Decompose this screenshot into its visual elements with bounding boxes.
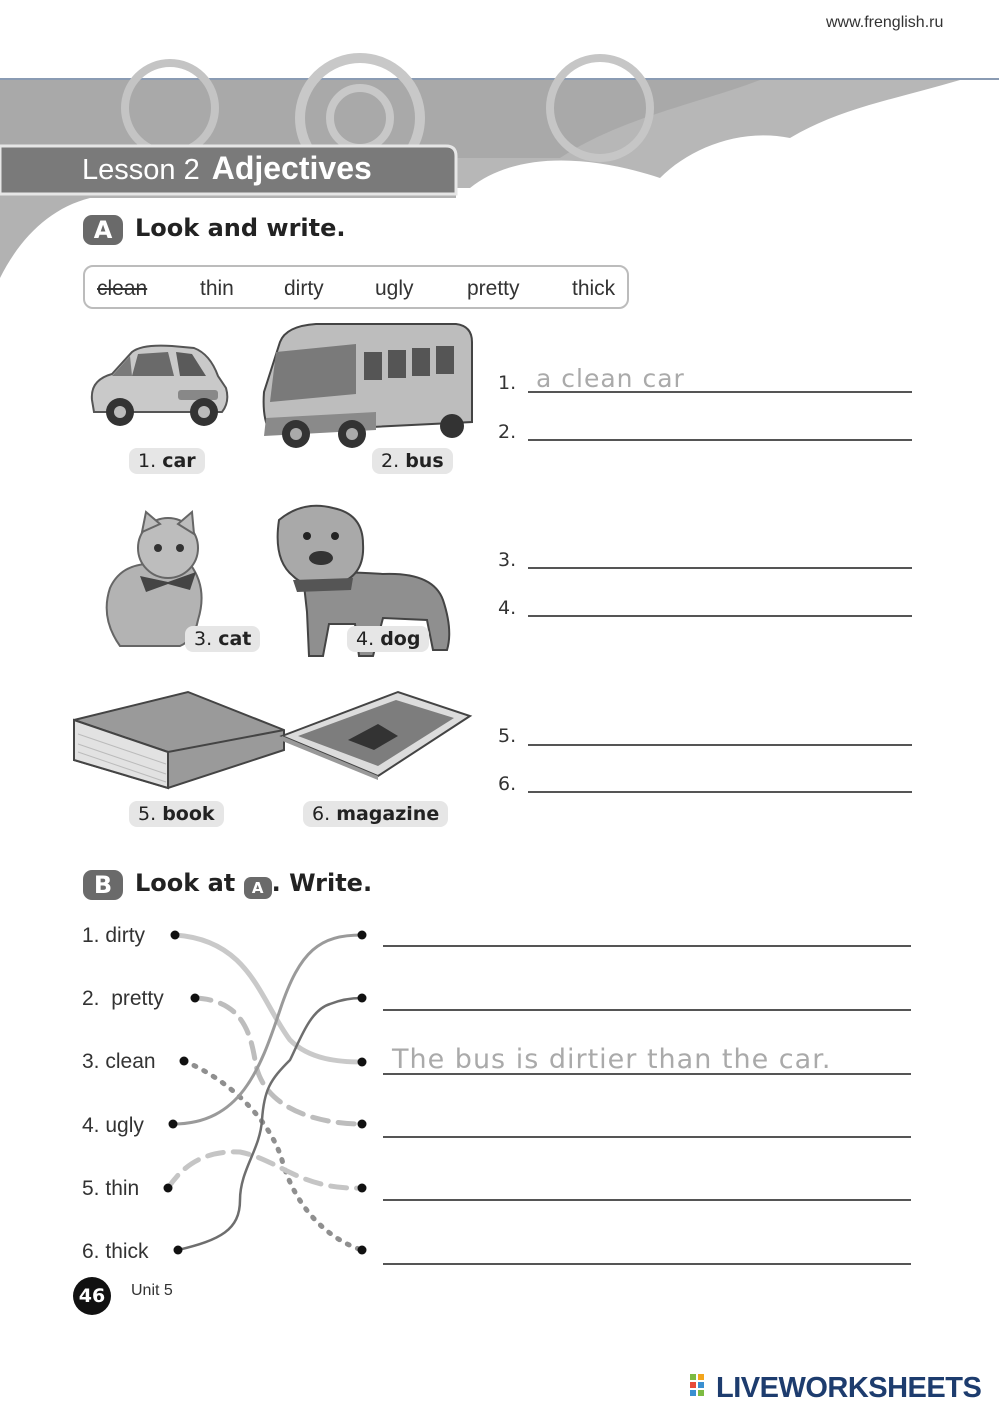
word-bank-item-pretty: pretty bbox=[467, 277, 520, 300]
liveworksheets-logo-icon bbox=[690, 1374, 712, 1398]
section-a-badge: A bbox=[83, 215, 123, 245]
sentence-line-2[interactable] bbox=[383, 1009, 911, 1011]
picture-caption-cat: 3. cat bbox=[185, 626, 260, 652]
answer-example-1: a clean car bbox=[536, 364, 685, 393]
sentence-line-1[interactable] bbox=[383, 945, 911, 947]
match-word-ugly: 4. ugly bbox=[82, 1114, 144, 1137]
answer-number-5: 5. bbox=[498, 725, 517, 747]
unit-label: Unit 5 bbox=[131, 1282, 173, 1299]
section-b-instruction-pre: Look at bbox=[135, 869, 236, 897]
lesson-topic: Adjectives bbox=[211, 150, 372, 186]
section-b-badge: B bbox=[83, 870, 123, 900]
sentence-line-3[interactable] bbox=[383, 1073, 911, 1075]
answer-number-1: 1. bbox=[498, 372, 517, 394]
answer-number-3: 3. bbox=[498, 549, 517, 571]
picture-caption-dog: 4. dog bbox=[347, 626, 429, 652]
match-word-clean: 3. clean bbox=[82, 1050, 156, 1073]
match-word-dirty: 1. dirty bbox=[82, 924, 146, 947]
match-word-thick: 6. thick bbox=[82, 1240, 149, 1263]
sentence-example: The bus is dirtier than the car. bbox=[392, 1044, 832, 1075]
site-url: www.frenglish.ru bbox=[826, 14, 944, 31]
sentence-line-4[interactable] bbox=[383, 1136, 911, 1138]
match-word-pretty: 2. pretty bbox=[82, 987, 164, 1010]
answer-number-4: 4. bbox=[498, 597, 517, 619]
lesson-label: Lesson 2 bbox=[82, 154, 200, 186]
page-number: 46 bbox=[73, 1277, 111, 1315]
section-b-instruction-post: . Write. bbox=[271, 869, 373, 897]
section-a-instruction: Look and write. bbox=[135, 214, 346, 242]
word-bank-item-thin: thin bbox=[200, 277, 234, 300]
picture-caption-magazine: 6. magazine bbox=[303, 801, 448, 827]
word-bank-item-thick: thick bbox=[572, 277, 616, 300]
picture-caption-bus: 2. bus bbox=[372, 448, 453, 474]
word-bank-item-ugly: ugly bbox=[375, 277, 414, 300]
sentence-line-6[interactable] bbox=[383, 1263, 911, 1265]
picture-caption-car: 1. car bbox=[129, 448, 205, 474]
section-b-ref-badge: A bbox=[244, 877, 272, 899]
sentence-line-5[interactable] bbox=[383, 1199, 911, 1201]
answer-number-2: 2. bbox=[498, 421, 517, 443]
word-bank-item-dirty: dirty bbox=[284, 277, 324, 300]
match-word-thin: 5. thin bbox=[82, 1177, 140, 1200]
answer-number-6: 6. bbox=[498, 773, 517, 795]
word-bank-item-clean: clean bbox=[97, 277, 148, 300]
liveworksheets-brand: LIVEWORKSHEETS bbox=[716, 1372, 982, 1404]
picture-caption-book: 5. book bbox=[129, 801, 224, 827]
